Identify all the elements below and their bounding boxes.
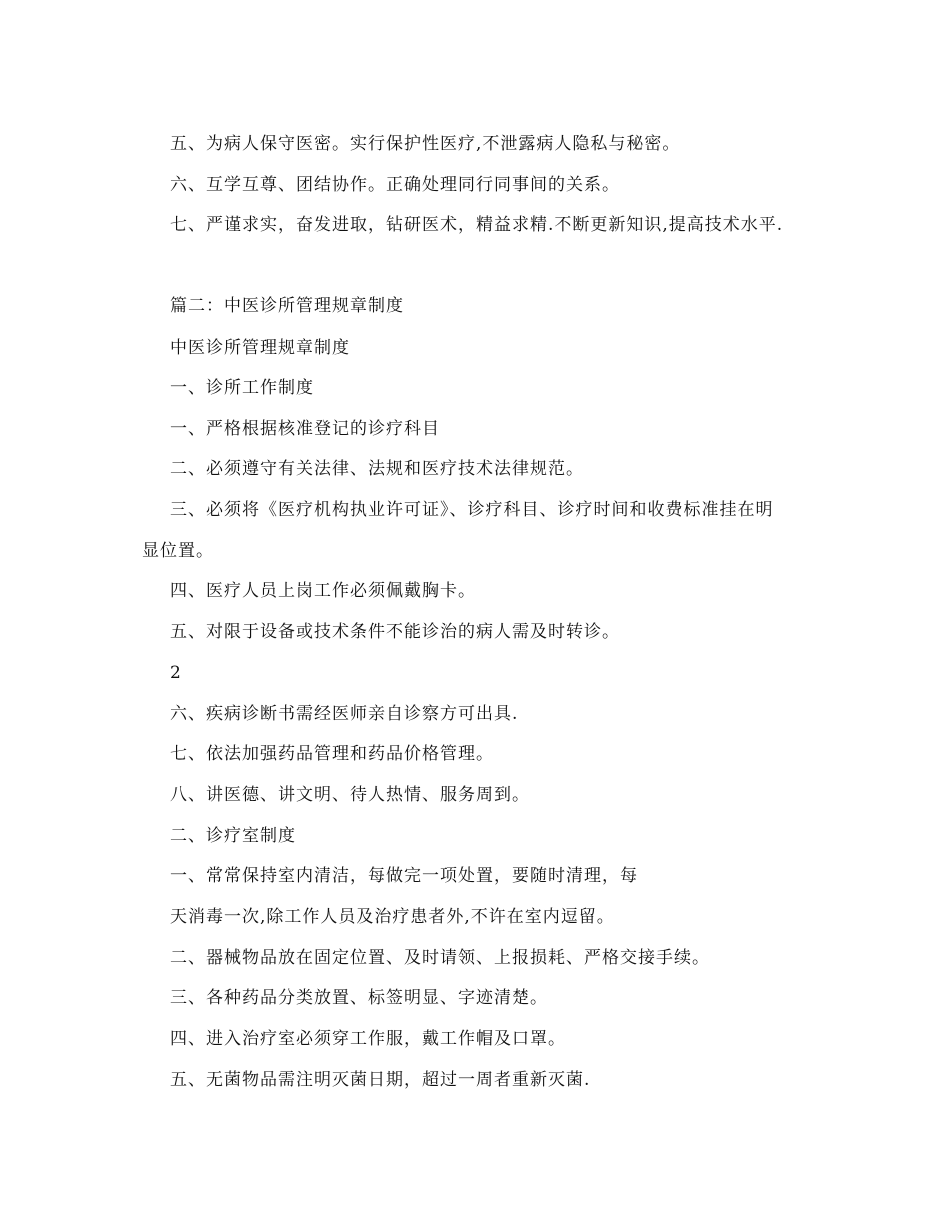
text-line: 天消毒一次,除工作人员及治疗患者外,不许在室内逗留。 bbox=[170, 907, 615, 927]
text-line: 二、必须遵守有关法律、法规和医疗技术法律规范。 bbox=[170, 459, 584, 479]
text-line: 一、严格根据核准登记的诊疗科目 bbox=[170, 419, 440, 439]
subsection-heading: 一、诊所工作制度 bbox=[170, 378, 314, 398]
text-line: 七、严谨求实，奋发进取，钻研医术，精益求精.不断更新知识,提高技术水平. bbox=[170, 215, 784, 235]
document-title: 中医诊所管理规章制度 bbox=[170, 338, 350, 358]
text-line: 二、器械物品放在固定位置、及时请领、上报损耗、严格交接手续。 bbox=[170, 948, 710, 968]
text-line: 三、必须将《医疗机构执业许可证》、诊疗科目、诊疗时间和收费标准挂在明 bbox=[170, 500, 774, 520]
text-line: 五、为病人保守医密。实行保护性医疗,不泄露病人隐私与秘密。 bbox=[170, 134, 681, 154]
text-line: 四、医疗人员上岗工作必须佩戴胸卡。 bbox=[170, 581, 476, 601]
page-number: 2 bbox=[170, 663, 182, 683]
text-line: 六、互学互尊、团结协作。正确处理同行同事间的关系。 bbox=[170, 175, 620, 195]
text-line: 五、无菌物品需注明灭菌日期，超过一周者重新灭菌. bbox=[170, 1070, 591, 1090]
text-line: 四、进入治疗室必须穿工作服，戴工作帽及口罩。 bbox=[170, 1029, 566, 1049]
text-line: 五、对限于设备或技术条件不能诊治的病人需及时转诊。 bbox=[170, 622, 620, 642]
text-line: 八、讲医德、讲文明、待人热情、服务周到。 bbox=[170, 785, 530, 805]
text-line: 显位置。 bbox=[142, 541, 214, 561]
text-line: 三、各种药品分类放置、标签明显、字迹清楚。 bbox=[170, 988, 548, 1008]
text-line: 六、疾病诊断书需经医师亲自诊察方可出具. bbox=[170, 704, 519, 724]
section-heading: 篇二：中医诊所管理规章制度 bbox=[170, 296, 404, 316]
text-line: 一、常常保持室内清洁，每做完一项处置，要随时清理，每 bbox=[170, 866, 638, 886]
text-line: 七、依法加强药品管理和药品价格管理。 bbox=[170, 744, 494, 764]
subsection-heading: 二、诊疗室制度 bbox=[170, 826, 296, 846]
